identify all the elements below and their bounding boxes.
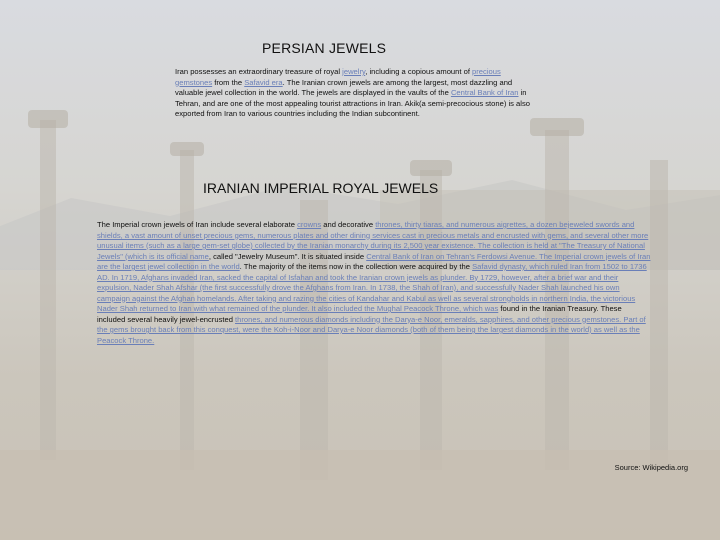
link-central-bank[interactable]: Central Bank of Iran: [450, 88, 519, 97]
text-run: in Tehran, and are one of the most appealing tourist attractions in Iran. Akik(a semi-precocious stone) is also exported from Iran to various countries including the Indian subcontinent.: [175, 88, 530, 118]
text-run: . The majority of the items now in the collection were acquired by the: [239, 262, 473, 271]
section-heading: IRANIAN IMPERIAL ROYAL JEWELS: [203, 180, 439, 196]
link-thrones-diamonds[interactable]: thrones, and numerous diamonds including the Darya-e Noor, emeralds, sapphires, and other precious gemstones. Part of the gems brought back from this conquest, were the Koh-i-Noor and Darya-e Noor diamonds (both of them being the largest diamonds in the world) as well as the Peacock Throne.: [97, 314, 646, 345]
source-credit: Source: Wikipedia.org: [614, 463, 688, 472]
text-run: found in the Iranian Treasury. These included several heavily jewel-encrusted: [97, 304, 622, 324]
body-paragraph: [97, 220, 652, 346]
text-run: and decorative: [321, 220, 376, 229]
text-run: , called "Jewelry Museum". It is situated inside: [208, 251, 367, 261]
intro-paragraph: [175, 67, 530, 120]
text-run: from the: [212, 77, 245, 87]
link-central-bank-tehran[interactable]: Central Bank of Iran on Tehran's Ferdowsi Avenue. The Imperial crown jewels of Iran are the largest jewel collection in the world: [97, 251, 651, 271]
text-run: Iran possesses an extraordinary treasure of royal: [175, 67, 343, 76]
page-title: PERSIAN JEWELS: [262, 40, 387, 56]
text-run: The Imperial crown jewels of Iran include several elaborate: [97, 220, 298, 229]
link-thrones[interactable]: thrones, thirty tiaras, and numerous aigrettes, a dozen bejeweled swords and shields, a vast amount of unset precious gems, numerous plates and other dining services cast in precious metals and encrusted with gems, and several other more unusual items (such as a large gem-set globe) collected by the Iranian monarchy during its 2,500 year existence. The collection is held at "The Treasury of National Jewels" (which is its official name: [97, 220, 649, 261]
text-run: . The Iranian crown jewels are among the largest, most dazzling and valuable jewel collection in the world. The jewels are displayed in the vaults of the: [175, 77, 513, 97]
link-precious-gemstones[interactable]: precious gemstones: [175, 67, 501, 87]
text-run: , including a copious amount of: [365, 67, 473, 76]
link-safavid-dynasty[interactable]: Safavid dynasty, which ruled Iran from 1502 to 1736 AD. In 1719, Afghans invaded Iran, sacked the capital of Isfahan and took the Iranian crown jewels as plunder. By 1729, however, after a brief war and their expulsion, Nader Shah Afshar (the first successfully drove the Afghans from Iran. In 1738, the Shah of Iran), and successfully Nader Shah launched his own campaign against the Afghan homelands. After taking and razing the cities of Kandahar and Kabul as well as several strongholds in northern India, the victorious Nader Shah returned to Iran with what remained of the plunder. It also included the Mughal Peacock Throne, which was: [97, 262, 647, 313]
link-crowns[interactable]: crowns: [297, 220, 322, 229]
link-jewelry[interactable]: jewelry: [342, 67, 366, 76]
link-safavid-era[interactable]: Safavid era: [244, 77, 283, 87]
